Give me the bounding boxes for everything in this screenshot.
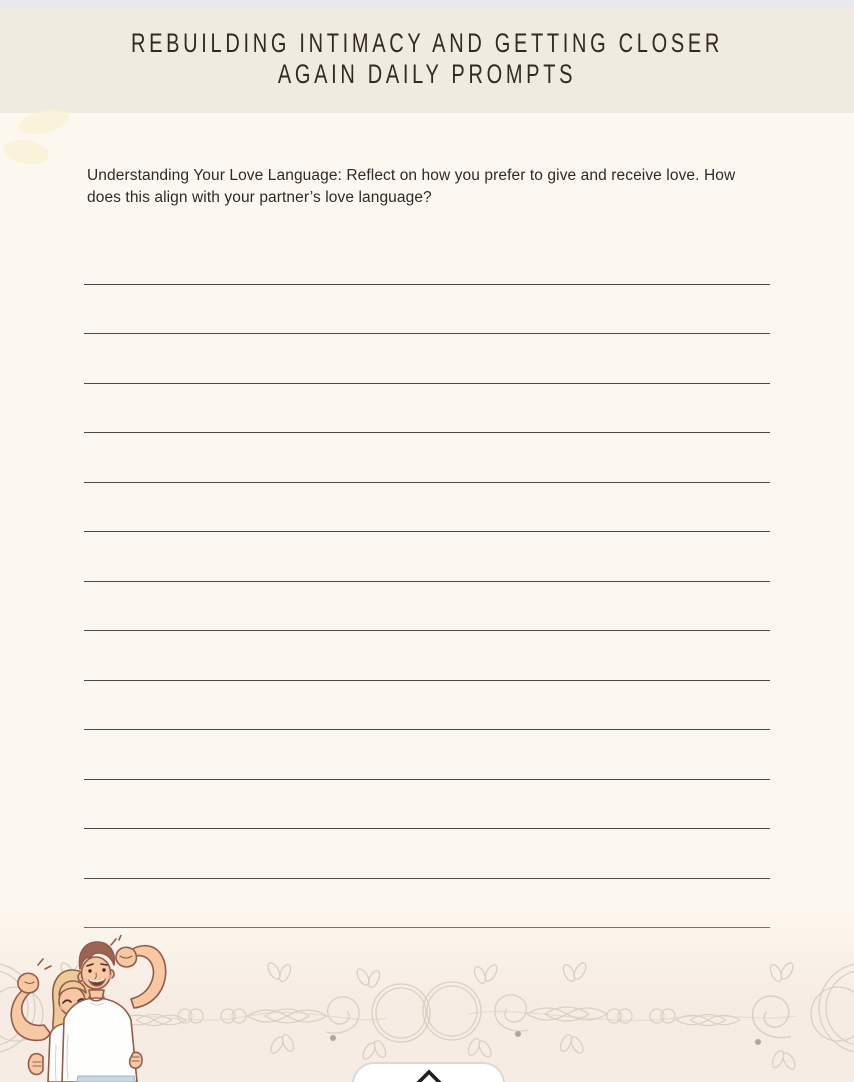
scroll-to-top-button[interactable]: [352, 1062, 505, 1082]
chevron-up-icon: [413, 1069, 445, 1082]
writing-line: [84, 482, 770, 483]
page-header: [0, 7, 854, 113]
yellow-curl-decoration: [0, 108, 90, 178]
page-title-line2: AGAIN DAILY PROMPTS: [277, 59, 577, 89]
couple-illustration: [0, 935, 190, 1082]
writing-line: [84, 630, 770, 631]
writing-line: [84, 531, 770, 532]
prompt-text: Understanding Your Love Language: Reflect on how you prefer to give and receive love. How does this align with your partner’s love language?: [87, 167, 736, 206]
writing-line: [84, 581, 770, 582]
writing-line: [84, 680, 770, 681]
writing-line: [84, 432, 770, 433]
page-title: [111, 28, 743, 90]
writing-line: [84, 284, 770, 285]
writing-line: [84, 333, 770, 334]
writing-line: [84, 729, 770, 730]
top-strip: [0, 0, 854, 7]
page-title-line1: REBUILDING INTIMACY AND GETTING CLOSER: [130, 28, 724, 58]
writing-line: [84, 828, 770, 829]
writing-line: [84, 878, 770, 879]
writing-line: [84, 383, 770, 384]
writing-line: [84, 779, 770, 780]
